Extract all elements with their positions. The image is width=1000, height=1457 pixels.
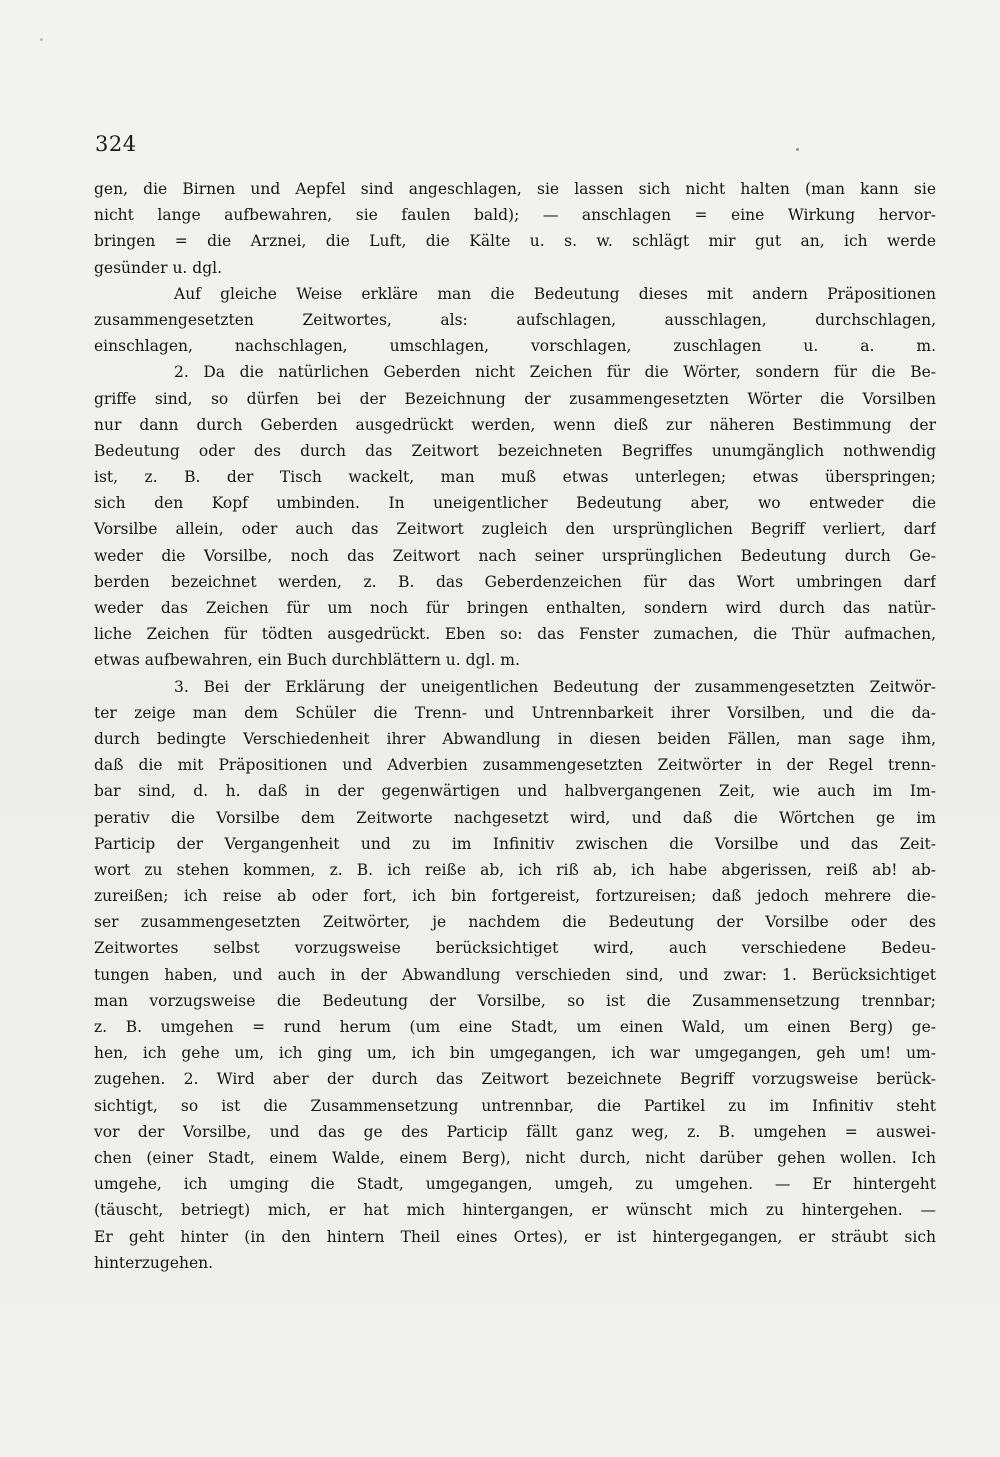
print-speck	[796, 148, 799, 151]
text-line: griffe sind, so dürfen bei der Bezeichnung der zusammengesetzten Wörter die Vorsilben	[94, 389, 936, 408]
text-line: wort zu stehen kommen, z. B. ich reiße ab, ich riß ab, ich habe abgerissen, reiß ab! ab-	[94, 860, 936, 879]
text-line: Particip der Vergangenheit und zu im Infinitiv zwischen die Vorsilbe und das Zeit-	[94, 834, 936, 853]
text-line: sichtigt, so ist die Zusammensetzung untrennbar, die Partikel zu im Infinitiv steht	[94, 1096, 936, 1115]
text-line: ser zusammengesetzten Zeitwörter, je nachdem die Bedeutung der Vorsilbe oder des	[94, 913, 936, 932]
text-line: einschlagen, nachschlagen, umschlagen, vorschlagen, zuschlagen u. a. m.	[94, 337, 936, 356]
text-line: Bedeutung oder des durch das Zeitwort bezeichneten Begriffes unumgänglich nothwendig	[94, 441, 936, 460]
text-line: 2. Da die natürlichen Geberden nicht Zeichen für die Wörter, sondern für die Be-	[174, 363, 936, 382]
text-line: bar sind, d. h. daß in der gegenwärtigen und halbvergangenen Zeit, wie auch im Im-	[94, 782, 936, 801]
text-line: ist, z. B. der Tisch wackelt, man muß etwas unterlegen; etwas überspringen;	[94, 468, 936, 487]
text-line: umgehe, ich umging die Stadt, umgegangen, umgeh, zu umgehen. — Er hintergeht	[94, 1175, 936, 1194]
text-line: durch bedingte Verschiedenheit ihrer Abwandlung in diesen beiden Fällen, man sage ihm,	[94, 729, 936, 748]
text-line: weder das Zeichen für um noch für bringen enthalten, sondern wird durch das natür-	[94, 599, 936, 617]
text-line: hinterzugehen.	[94, 1253, 214, 1272]
text-line: Auf gleiche Weise erkläre man die Bedeutung dieses mit andern Präpositionen	[174, 284, 936, 303]
text-line: zureißen; ich reise ab oder fort, ich bin fortgereist, fortzureisen; daß jedoch mehrere die-	[94, 887, 936, 906]
text-line: nur dann durch Geberden ausgedrückt werden, wenn dieß zur näheren Bestimmung der	[94, 415, 936, 434]
body-text	[94, 176, 936, 1276]
text-line: berden bezeichnet werden, z. B. das Geberdenzeichen für das Wort umbringen darf	[94, 572, 936, 591]
text-line: etwas aufbewahren, ein Buch durchblättern u. dgl. m.	[94, 651, 520, 670]
text-line: gen, die Birnen und Aepfel sind angeschlagen, sie lassen sich nicht halten (man kann sie	[94, 180, 936, 198]
text-line: vor der Vorsilbe, und das ge des Particip fällt ganz weg, z. B. umgehen = auswei-	[94, 1122, 936, 1141]
text-line: perativ die Vorsilbe dem Zeitworte nachgesetzt wird, und daß die Wörtchen ge im	[94, 808, 936, 827]
text-line: tungen haben, und auch in der Abwandlung verschieden sind, und zwar: 1. Berücksichtiget	[94, 965, 936, 984]
text-line: sich den Kopf umbinden. In uneigentlicher Bedeutung aber, wo entweder die	[94, 494, 936, 513]
text-line: Zeitwortes selbst vorzugsweise berücksichtiget wird, auch verschiedene Bedeu-	[94, 939, 936, 958]
text-line: zugehen. 2. Wird aber der durch das Zeitwort bezeichnete Begriff vorzugsweise berück-	[94, 1070, 936, 1089]
text-line: hen, ich gehe um, ich ging um, ich bin umgegangen, ich war umgegangen, geh um! um-	[94, 1044, 936, 1063]
text-line: nicht lange aufbewahren, sie faulen bald); — anschlagen = eine Wirkung hervor-	[94, 206, 936, 225]
text-line: liche Zeichen für tödten ausgedrückt. Eben so: das Fenster zumachen, die Thür aufmachen,	[94, 625, 936, 644]
text-line: z. B. umgehen = rund herum (um eine Stadt, um einen Wald, um einen Berg) ge-	[94, 1018, 936, 1036]
text-line: Er geht hinter (in den hintern Theil eines Ortes), er ist hintergegangen, er sträubt sich	[94, 1227, 936, 1246]
text-line: daß die mit Präpositionen und Adverbien zusammengesetzten Zeitwörter in der Regel trenn-	[94, 756, 936, 775]
text-line: weder die Vorsilbe, noch das Zeitwort nach seiner ursprünglichen Bedeutung durch Ge-	[94, 546, 936, 565]
text-line: zusammengesetzten Zeitwortes, als: aufschlagen, ausschlagen, durchschlagen,	[94, 310, 936, 329]
text-line: gesünder u. dgl.	[94, 258, 223, 277]
text-line: Vorsilbe allein, oder auch das Zeitwort zugleich den ursprünglichen Begriff verliert, darf	[94, 520, 936, 539]
text-line: 3. Bei der Erklärung der uneigentlichen Bedeutung der zusammengesetzten Zeitwör-	[174, 677, 936, 696]
text-line: chen (einer Stadt, einem Walde, einem Berg), nicht durch, nicht darüber gehen wollen. Ich	[94, 1148, 936, 1167]
print-speck	[40, 38, 43, 41]
text-line: (täuscht, betriegt) mich, er hat mich hintergangen, er wünscht mich zu hintergehen. —	[94, 1201, 936, 1220]
page-number: 324	[95, 132, 137, 156]
text-line: ter zeige man dem Schüler die Trenn- und Untrennbarkeit ihrer Vorsilben, und die da-	[94, 703, 936, 722]
text-line: bringen = die Arznei, die Luft, die Kälte u. s. w. schlägt mir gut an, ich werde	[94, 232, 936, 251]
text-line: man vorzugsweise die Bedeutung der Vorsilbe, so ist die Zusammensetzung trennbar;	[94, 991, 936, 1010]
